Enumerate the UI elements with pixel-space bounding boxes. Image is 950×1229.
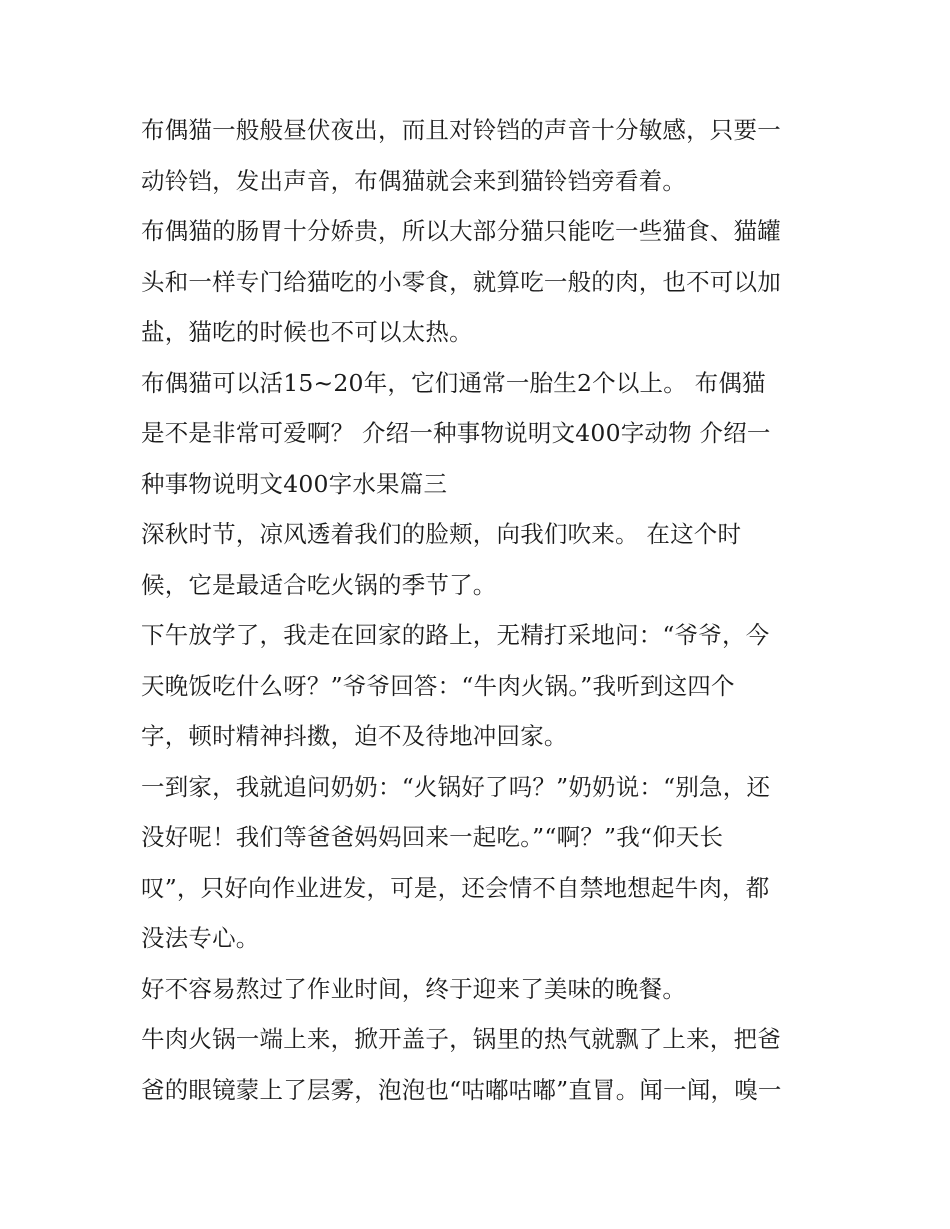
text-line: 深秋时节，凉风透着我们的脸颊，向我们吹来。 在这个时 xyxy=(141,520,742,548)
text-line: 布偶猫的肠胃十分娇贵，所以大部分猫只能吃一些猫食、猫罐 xyxy=(141,217,781,245)
text-line: 种事物说明文400字水果篇三 xyxy=(141,469,448,498)
text-line: 盐，猫吃的时候也不可以太热。 xyxy=(141,318,473,346)
text-line: 牛肉火锅一端上来，掀开盖子，锅里的热气就飘了上来，把爸 xyxy=(141,1025,781,1053)
text-line: 天晚饭吃什么呀？”爷爷回答：“牛肉火锅。”我听到这四个 xyxy=(141,671,735,700)
document-body xyxy=(141,105,821,1115)
text-line: 动铃铛，发出声音，布偶猫就会来到猫铃铛旁看着。 xyxy=(141,166,687,195)
text-line: 候，它是最适合吃火锅的季节了。 xyxy=(141,570,497,599)
text-line: 布偶猫一般般昼伏夜出，而且对铃铛的声音十分敏感，只要一 xyxy=(141,116,781,144)
text-line: 没好呢！我们等爸爸妈妈回来一起吃。”“啊？”我“仰天长 xyxy=(141,823,724,851)
text-line: 一到家，我就追问奶奶：“火锅好了吗？”奶奶说：“别急，还 xyxy=(141,772,771,801)
text-line: 布偶猫可以活15~20年，它们通常一胎生2个以上。 布偶猫 xyxy=(141,368,766,397)
text-line: 头和一样专门给猫吃的小零食，就算吃一般的肉，也不可以加 xyxy=(141,267,781,296)
text-line: 没法专心。 xyxy=(141,924,260,952)
text-line: 是不是非常可爱啊？ 介绍一种事物说明文400字动物 介绍一 xyxy=(141,419,771,447)
text-line: 叹”，只好向作业进发，可是，还会情不自禁地想起牛肉，都 xyxy=(141,873,770,902)
text-line: 好不容易熬过了作业时间，终于迎来了美味的晚餐。 xyxy=(141,974,687,1003)
text-line: 字，顿时精神抖擞，迫不及待地冲回家。 xyxy=(141,722,568,750)
text-line: 下午放学了，我走在回家的路上，无精打采地问：“爷爷，今 xyxy=(141,621,770,649)
text-line: 爸的眼镜蒙上了层雾，泡泡也“咕嘟咕嘟”直冒。闻一闻，嗅一 xyxy=(141,1075,782,1104)
